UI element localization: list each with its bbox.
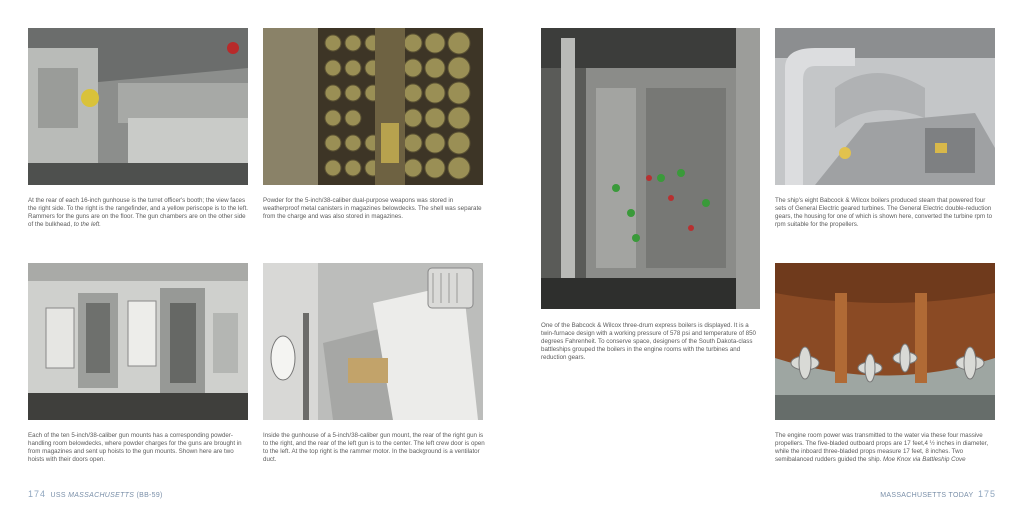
- photo-powder-canisters: [263, 28, 483, 185]
- caption-turret-officers-booth: [28, 197, 250, 229]
- page-number-right: 175: [977, 489, 996, 499]
- right-page-folio: [880, 489, 996, 499]
- photo-powder-hoists: [28, 263, 248, 420]
- photo-propellers: [775, 263, 995, 420]
- caption-boiler: One of the Babcock & Wilcox three-drum express boilers is displayed. It is a twin-furnace design with a working pressure of 578 psi and temperature of 850 degrees Fahrenheit. To conserve space, designers of the South Dakota-class battleships grouped the boilers in the engine rooms with the turbines and reduction gears.: [541, 322, 756, 362]
- running-head-ship-name: MASSACHUSETTS: [68, 492, 135, 499]
- photo-gunhouse-interior: [263, 263, 483, 420]
- caption-powder-hoists: Each of the ten 5-inch/38-caliber gun mounts has a corresponding powder-handling room belowdecks, where powder charges for the guns are brought in from magazines and sent up hoists to the gun mounts. Shown here are two hoists with their doors open.: [28, 432, 242, 464]
- photo-turret-officers-booth: [28, 28, 248, 185]
- photo-reduction-gear-housing: [775, 28, 995, 185]
- running-head-right: MASSACHUSETTS TODAY: [880, 492, 974, 499]
- left-page-folio: [28, 489, 163, 499]
- caption-text: The engine room power was transmitted to the water via these four massive propellers. The five-bladed outboard props are 17 feet,4 ½ inches in diameter, while the inboard three-bladed props measure 17 feet, 8 inches. Two semibalanced rudders guided the ship.: [775, 432, 989, 464]
- caption-gunhouse-interior: Inside the gunhouse of a 5-inch/38-caliber gun mount, the rear of the right gun is to the right, and the rear of the left gun is to the center. The left crew door is open to the left. At the top right is the rammer motor. In the background is a ventilator duct.: [263, 432, 485, 464]
- caption-powder-canisters: Powder for the 5-inch/38-caliber dual-purpose weapons was stored in weatherproof metal canisters in magazines belowdecks. The shell was separate from the charge and was also stored in magazines.: [263, 197, 482, 221]
- caption-reduction-gear-housing: The ship's eight Babcock & Wilcox boilers produced steam that powered four sets of General Electric geared turbines. The General Electric double-reduction gears, the housing for one of which is shown here, converted the turbine rpm to rpm suitable for the propellers.: [775, 197, 993, 229]
- running-head-hull-number: (BB-59): [134, 492, 163, 499]
- caption-italic-text: to the left.: [73, 221, 101, 229]
- photo-boiler: [541, 28, 760, 309]
- running-head-prefix: USS: [50, 492, 69, 499]
- caption-credit: Moe Knox via Battleship Cove: [883, 456, 966, 464]
- page-number-left: 174: [28, 489, 47, 499]
- caption-text: At the rear of each 16-inch gunhouse is the turret officer's booth; the view faces the right side. To the right is the rangefinder, and a yellow periscope is to the left. Rammers for the guns are on the floor. The gun chambers are on the other side of the bulkhead,: [28, 197, 249, 229]
- caption-propellers: [775, 432, 997, 464]
